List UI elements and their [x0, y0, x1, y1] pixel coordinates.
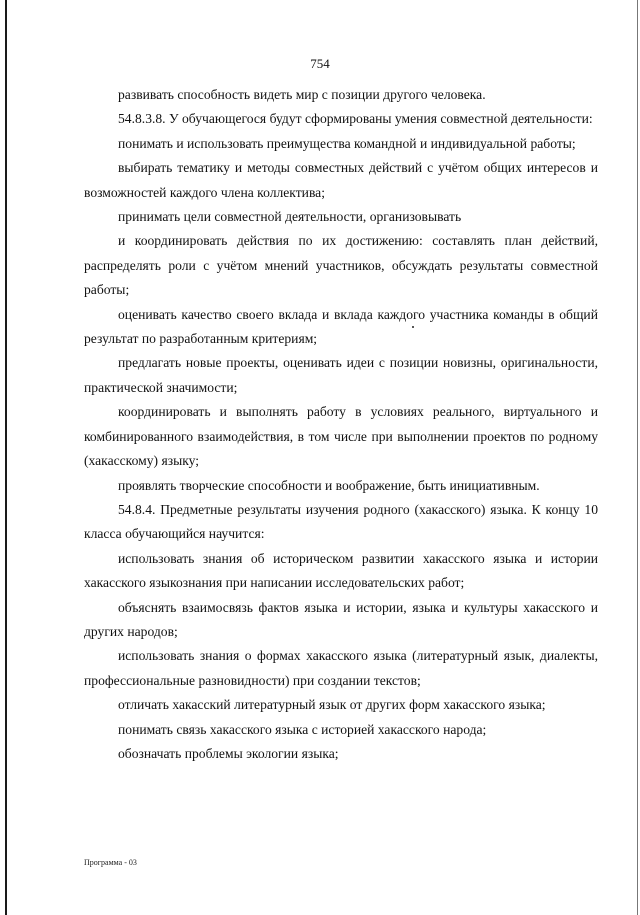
paragraph: обозначать проблемы экологии языка; [118, 745, 339, 761]
paragraph: проявлять творческие способности и воображение, быть инициативным. [118, 477, 540, 493]
scan-speck [412, 326, 414, 328]
paragraph: использовать знания о формах хакасского языка (литературный язык, диалекты, профессиональные разновидности) при создании текстов; [84, 648, 598, 688]
paragraph: понимать связь хакасского языка с историей хакасского народа; [118, 721, 487, 737]
paragraph: выбирать тематику и методы совместных действий с учётом общих интересов и возможностей каждого члена коллектива; [84, 160, 598, 200]
scan-edge-right [637, 0, 638, 915]
paragraph: объяснять взаимосвязь фактов языка и истории, языка и культуры хакасского и других народов; [84, 599, 598, 639]
paragraph: координировать и выполнять работу в условиях реального, виртуального и комбинированного взаимодействия, в том числе при выполнении проектов по родному (хакасскому) языку; [84, 404, 598, 469]
paragraph: развивать способность видеть мир с позиции другого человека. [118, 87, 486, 102]
paragraph: предлагать новые проекты, оценивать идеи с позиции новизны, оригинальности, практической значимости; [84, 355, 598, 395]
paragraph: использовать знания об историческом развитии хакасского языка и истории хакасского языкознания при написании исследовательских работ; [84, 550, 598, 591]
document-body [84, 83, 598, 766]
footer-note: Программа - 03 [84, 858, 137, 867]
page-number: 754 [310, 56, 330, 71]
paragraph: оценивать качество своего вклада и вклада каждого участника команды в общий результат по разработанным критериям; [84, 306, 598, 347]
paragraph: понимать и использовать преимущества командной и индивидуальной работы; [118, 135, 576, 151]
scan-edge-left [5, 0, 7, 915]
paragraph: 54.8.3.8. У обучающегося будут сформированы умения совместной деятельности: [118, 111, 593, 127]
paragraph: принимать цели совместной деятельности, организовывать [118, 209, 462, 225]
paragraph: 54.8.4. Предметные результаты изучения родного (хакасского) языка. К концу 10 класса обучающийся научится: [84, 501, 598, 542]
paragraph: отличать хакасский литературный язык от других форм хакасского языка; [118, 697, 546, 713]
paragraph: и координировать действия по их достижению: составлять план действий, распределять роли с учётом мнений участников, обсуждать результаты совместной работы; [84, 233, 598, 298]
